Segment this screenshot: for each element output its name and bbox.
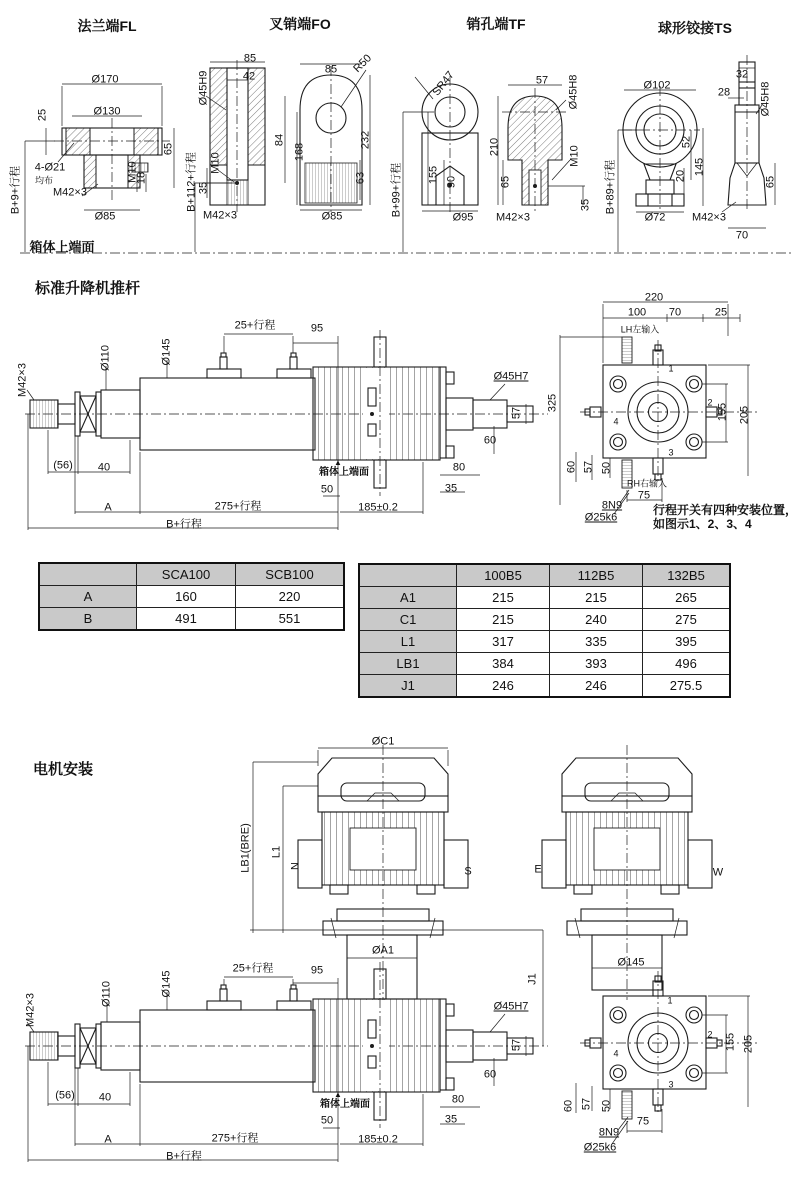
actuator-side-view-bottom (25, 962, 548, 1162)
dimension-label: 232 (359, 130, 372, 150)
table-row (39, 608, 344, 631)
table-header-scb100: SCB100 (236, 563, 345, 586)
actuator-side-view-middle (25, 330, 548, 530)
dimension-label: 25+行程 (234, 319, 276, 332)
dimension-label: B+89+行程 (604, 159, 617, 215)
dimension-label: B+99+行程 (390, 162, 403, 218)
dimension-label: 2 (707, 1029, 713, 1040)
dimension-label: 80 (452, 461, 466, 474)
dimension-label: 185±0.2 (358, 501, 398, 514)
dimension-label: Ø45H7 (493, 370, 529, 383)
view-title-spherical-joint: 球形铰接TS (658, 20, 732, 36)
dimension-label: 1 (668, 363, 674, 374)
view-title-flange-end: 法兰端FL (77, 18, 137, 34)
dimension-label: 3 (668, 447, 674, 458)
dimension-label: 50 (600, 461, 613, 475)
table-header-blank (39, 563, 137, 586)
dimension-label: 4-Ø21 (34, 161, 66, 174)
dimension-label: R50 (351, 52, 375, 76)
dimension-label: 50 (600, 1099, 613, 1113)
dimension-label: Ø85 (94, 210, 116, 223)
dimension-label: 18 (135, 171, 148, 185)
dimension-label: 95 (310, 964, 324, 977)
dimension-label: B+9+行程 (9, 165, 22, 215)
dimension-label: 25+行程 (232, 962, 274, 975)
row-label: L1 (359, 631, 457, 653)
dimension-label: 145 (693, 157, 706, 177)
dimension-label: 2 (707, 397, 713, 408)
dimension-label: Ø45H8 (759, 81, 772, 117)
dimension-label: M42×3 (16, 363, 29, 397)
dimension-label: M42×3 (496, 211, 530, 224)
dimension-label: 3 (668, 1079, 674, 1090)
dimension-label: M10 (126, 161, 139, 183)
dimension-label: 28 (717, 86, 731, 99)
dimension-label: 32 (735, 68, 749, 81)
pin-hole-end-drawing (403, 76, 585, 252)
dimension-label: 220 (644, 291, 664, 304)
dimension-label: Ø25k6 (584, 511, 618, 524)
dimension-label: A (104, 1133, 112, 1146)
dimension-label: 52 (680, 135, 693, 149)
row-label: A (39, 586, 137, 608)
jack-size-table (38, 562, 345, 631)
dimension-label: 85 (324, 63, 338, 76)
cell-100b5: 215 (457, 587, 550, 609)
dimension-label: 35 (197, 181, 210, 195)
dimension-label: M10 (568, 145, 581, 167)
dimension-label: 210 (488, 137, 501, 157)
table-row (359, 609, 730, 631)
cell-132b5: 395 (643, 631, 731, 653)
dimension-label: M42×3 (203, 209, 237, 222)
dimension-label: 57 (582, 460, 595, 474)
dimension-label: 8N9 (598, 1126, 620, 1139)
dimension-label: 箱体上端面 (29, 239, 95, 255)
cell-112b5: 240 (550, 609, 643, 631)
dimension-label: 205 (742, 1034, 755, 1054)
dimension-label: 50 (320, 483, 334, 496)
dimension-label: 35 (444, 482, 458, 495)
dimension-label: A (104, 501, 112, 514)
row-label: J1 (359, 675, 457, 698)
dimension-label: 65 (499, 175, 512, 189)
dimension-label: 80 (451, 1093, 465, 1106)
dimension-label: 如图示1、2、3、4 (653, 517, 752, 531)
dimension-label: Ø72 (644, 211, 666, 224)
table-row (359, 675, 730, 698)
dimension-label: 60 (565, 460, 578, 474)
dimension-label: 箱体上端面 (319, 467, 369, 478)
cell-132b5: 275.5 (643, 675, 731, 698)
dimension-label: 60 (483, 1068, 497, 1081)
dimension-label: 35 (444, 1113, 458, 1126)
dimension-label: ØC1 (371, 735, 395, 748)
dimension-label: Ø45H7 (493, 1000, 529, 1013)
dimension-label: B+112+行程 (185, 152, 198, 212)
section-title-motor-mounting: 电机安装 (33, 761, 94, 778)
cell-100b5: 246 (457, 675, 550, 698)
dimension-label: 75 (636, 1115, 650, 1128)
dimension-label: M42×3 (24, 993, 37, 1027)
dimension-label: ▲ (334, 1090, 342, 1099)
table-row (359, 587, 730, 609)
dimension-label: 40 (97, 461, 111, 474)
cell-112b5: 246 (550, 675, 643, 698)
dimension-label: 箱体上端面 (320, 1099, 370, 1110)
dimension-label: 95 (310, 322, 324, 335)
dimension-label: 84 (273, 133, 286, 147)
dimension-label: 42 (242, 70, 256, 83)
cell-100b5: 384 (457, 653, 550, 675)
cell-scb100: 551 (236, 608, 345, 631)
dimension-label: 75 (637, 489, 651, 502)
spherical-joint-drawing (618, 55, 775, 252)
dimension-label: 155 (427, 165, 440, 185)
view-title-pin-hole-end: 销孔端TF (466, 16, 526, 32)
dimension-label: (56) (55, 1089, 75, 1102)
dimension-label: Ø110 (99, 344, 112, 372)
dimension-label: 63 (354, 171, 367, 185)
dimension-label: ØA1 (371, 944, 395, 957)
dimension-label: 57 (580, 1097, 593, 1111)
dimension-label: 65 (162, 142, 175, 156)
dimension-label: 65 (764, 175, 777, 189)
dimension-label: B+行程 (166, 518, 202, 531)
dimension-label: 168 (293, 142, 306, 162)
cell-sca100: 160 (137, 586, 236, 608)
dimension-label: Ø25k6 (583, 1141, 617, 1154)
section-title-standard-pushrod: 标准升降机推杆 (35, 280, 141, 297)
dimension-label: 4 (613, 416, 619, 427)
dimension-label: 40 (98, 1091, 112, 1104)
dimension-label: S (464, 865, 472, 878)
dimension-label: E (534, 863, 542, 876)
dimension-label: RH右输入 (627, 478, 667, 489)
cell-sca100: 491 (137, 608, 236, 631)
dimension-label: M42×3 (692, 211, 726, 224)
cell-112b5: 215 (550, 587, 643, 609)
dimension-label: 100 (627, 306, 647, 319)
dimension-label: Ø110 (100, 980, 113, 1008)
dimension-label: 20 (674, 169, 687, 183)
table-header-sca100: SCA100 (137, 563, 236, 586)
dimension-label: (56) (53, 459, 73, 472)
row-label: B (39, 608, 137, 631)
dimension-label: 185±0.2 (358, 1133, 398, 1146)
dimension-label: J1 (526, 973, 539, 985)
dimension-label: 57 (510, 1038, 523, 1052)
dimension-label: 1 (667, 995, 673, 1006)
dimension-label: 8N9 (601, 499, 623, 512)
row-label: A1 (359, 587, 457, 609)
dimension-label: 4 (613, 1048, 619, 1059)
dimension-label: 85 (243, 52, 257, 65)
dimension-label: 60 (562, 1099, 575, 1113)
motor-size-table (358, 563, 731, 698)
row-label: LB1 (359, 653, 457, 675)
cell-132b5: 275 (643, 609, 731, 631)
dimension-label: N (289, 862, 302, 870)
table-header-blank (359, 564, 457, 587)
dimension-label: 325 (546, 393, 559, 413)
table-row (39, 586, 344, 608)
dimension-label: Ø145 (160, 338, 173, 366)
dimension-label: Ø95 (452, 211, 474, 224)
view-title-fork-pin-end: 叉销端FO (269, 16, 331, 32)
table-row (359, 653, 730, 675)
dimension-label: 57 (510, 406, 523, 420)
dimension-label: 90 (445, 175, 458, 189)
dimension-label: ▲ (334, 458, 342, 467)
dimension-label: Ø102 (643, 79, 671, 92)
dimension-label: 205 (738, 405, 751, 425)
dimension-label: 25 (714, 306, 728, 319)
row-label: C1 (359, 609, 457, 631)
flange-end-drawing (25, 84, 174, 255)
dimension-label: Ø145 (617, 956, 645, 969)
cell-132b5: 265 (643, 587, 731, 609)
dimension-label: 275+行程 (211, 1132, 259, 1145)
dimension-label: 25 (36, 108, 49, 122)
dimension-label: Ø170 (91, 73, 119, 86)
gearbox-top-view-middle (560, 302, 758, 514)
dimension-label: 35 (579, 198, 592, 212)
dimension-label: Ø145 (160, 970, 173, 998)
dimension-label: L1 (270, 845, 283, 859)
dimension-label: 57 (535, 74, 549, 87)
dimension-label: Ø45H9 (197, 70, 210, 106)
dimension-label: 155 (716, 402, 729, 422)
dimension-label: LH左输入 (620, 324, 660, 335)
fork-pin-end-drawing (195, 60, 370, 252)
table-row (359, 631, 730, 653)
table-header-132b5: 132B5 (643, 564, 731, 587)
table-header-100b5: 100B5 (457, 564, 550, 587)
dimension-label: 60 (483, 434, 497, 447)
dimension-label: M10 (209, 152, 222, 174)
cell-112b5: 335 (550, 631, 643, 653)
dimension-label: 50 (320, 1114, 334, 1127)
table-header-112b5: 112B5 (550, 564, 643, 587)
dimension-label: 275+行程 (214, 500, 262, 513)
dimension-label: 155 (724, 1032, 737, 1052)
cell-100b5: 317 (457, 631, 550, 653)
cell-100b5: 215 (457, 609, 550, 631)
motor-left-drawing (250, 745, 543, 1000)
dimension-label: M42×3 (53, 186, 87, 199)
motor-right-drawing (542, 745, 712, 1046)
gearbox-top-view-bottom (576, 971, 758, 1144)
dimension-label: W (712, 866, 724, 879)
dimension-label: Ø130 (93, 105, 121, 118)
dimension-label: LB1(BRE) (239, 823, 252, 873)
cell-scb100: 220 (236, 586, 345, 608)
cell-132b5: 496 (643, 653, 731, 675)
dimension-label: 70 (735, 229, 749, 242)
dimension-label: Ø45H8 (567, 74, 580, 110)
dimension-label: 行程开关有四种安装位置， (653, 503, 798, 517)
dimension-label: B+行程 (166, 1150, 202, 1163)
dimension-label: Ø85 (321, 210, 343, 223)
cell-112b5: 393 (550, 653, 643, 675)
dimension-label: SR47 (430, 69, 457, 99)
dimension-label: 70 (668, 306, 682, 319)
dimension-label: 均布 (34, 175, 54, 186)
